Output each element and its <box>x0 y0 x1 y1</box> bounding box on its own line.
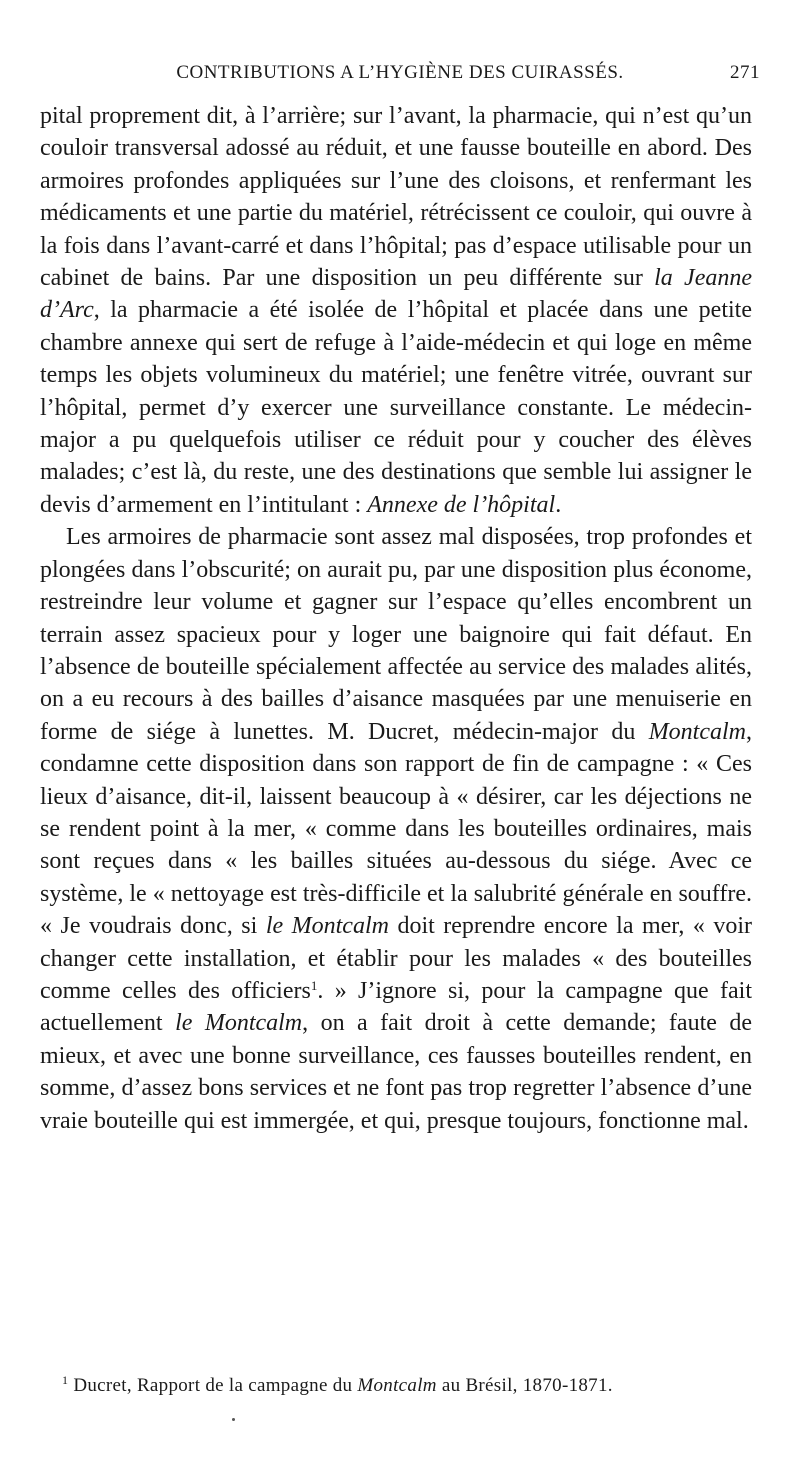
running-header <box>40 62 760 92</box>
paragraph-1 <box>40 100 752 521</box>
paragraph-2-text-e: , on a fait droit à cette demande; faute de mieux, et avec une bonne surveillance, ces fausses bouteilles rendent, en somme, d’assez bons services et ne font pas trop regretter l’absence d’une vraie bouteille qui est immergée, et qui, presque toujours, fonctionne mal. <box>40 1010 752 1134</box>
paragraph-1-annex-title: Annexe de l’hôpital <box>367 491 556 518</box>
paragraph-2-text-a: Les armoires de pharmacie sont assez mal disposées, trop profondes et plongées dans l’obscurité; on aurait pu, par une disposition plus économe, restreindre leur volume et gagner sur l’espace qu’elles encombrent un terrain assez spacieux pour y loger une baignoire qui fait défaut. En l’absence de bouteille spécialement affectée au service des malades alités, on a eu recours à des bailles d’aisance masquées par une menuiserie en forme de siége à lunettes. M. Ducret, médecin-major du <box>40 524 752 745</box>
ink-speck <box>232 1418 235 1421</box>
page-number: 271 <box>730 62 760 83</box>
paragraph-2-ship-name-3: le Montcalm <box>175 1010 303 1037</box>
paragraph-2-text-b: , condamne cette disposition dans son rapport de fin de campagne : « Ces lieux d’aisance, dit-il, laissent beaucoup à « désirer, car les déjections ne se rendent point à la mer, « comme dans les bouteilles ordinaires, mais sont reçues dans « les bailles situées au-dessous du siége. Avec ce système, le « nettoyage est très-difficile et la salubrité générale en souffre. « Je voudrais donc, si <box>40 718 752 940</box>
footnote-ship-name: Montcalm <box>357 1375 437 1396</box>
paragraph-1-text-b: , la pharmacie a été isolée de l’hôpital et placée dans une petite chambre annexe qui sert de refuge à l’aide-médecin et qui loge en même temps les objets volumineux du matériel; une fenêtre vitrée, ouvrant sur l’hôpital, permet d’y exercer une surveillance constante. Le médecin-major a pu quelquefois utiliser ce réduit pour y coucher des élèves malades; c’est là, du reste, une des destinations que semble lui assigner le devis d’armement en l’intitulant : <box>40 297 752 518</box>
footnote <box>62 1375 762 1397</box>
paragraph-1-ship-name: la Jeanne d’Arc <box>40 265 753 324</box>
paragraph-1-text-a: pital proprement dit, à l’arrière; sur l’avant, la pharmacie, qui n’est qu’un couloir transversal adossé au réduit, et une fausse bouteille en abord. Des armoires profondes appliquées sur l’une des cloisons, et renfermant les médicaments et une partie du matériel, rétrécissent ce couloir, qui ouvre à la fois dans l’avant-carré et dans l’hôpital; pas d’espace utilisable pour un cabinet de bains. Par une disposition un peu différente sur <box>40 103 752 292</box>
paragraph-1-text-c: . <box>555 491 562 518</box>
paragraph-2 <box>40 521 752 1137</box>
running-title: CONTRIBUTIONS A L’HYGIÈNE DES CUIRASSÉS. <box>176 62 624 83</box>
footnote-reference: 1 <box>310 977 318 993</box>
paragraph-2-text-c: doit reprendre encore la mer, « voir changer cette installation, et établir pour les malades « des bouteilles comme celles des officiers <box>40 913 752 1004</box>
body-text <box>40 100 752 1137</box>
paragraph-2-ship-name-2: le Montcalm <box>265 913 389 940</box>
footnote-mark: 1 <box>62 1373 69 1387</box>
footnote-text-a: Ducret, Rapport de la campagne du <box>68 1375 358 1396</box>
paragraph-2-text-d: . » J’ignore si, pour la campagne que fait actuellement <box>40 977 753 1037</box>
paragraph-2-ship-name-1: Montcalm <box>648 718 746 745</box>
footnote-text-b: au Brésil, 1870-1871. <box>436 1375 613 1396</box>
